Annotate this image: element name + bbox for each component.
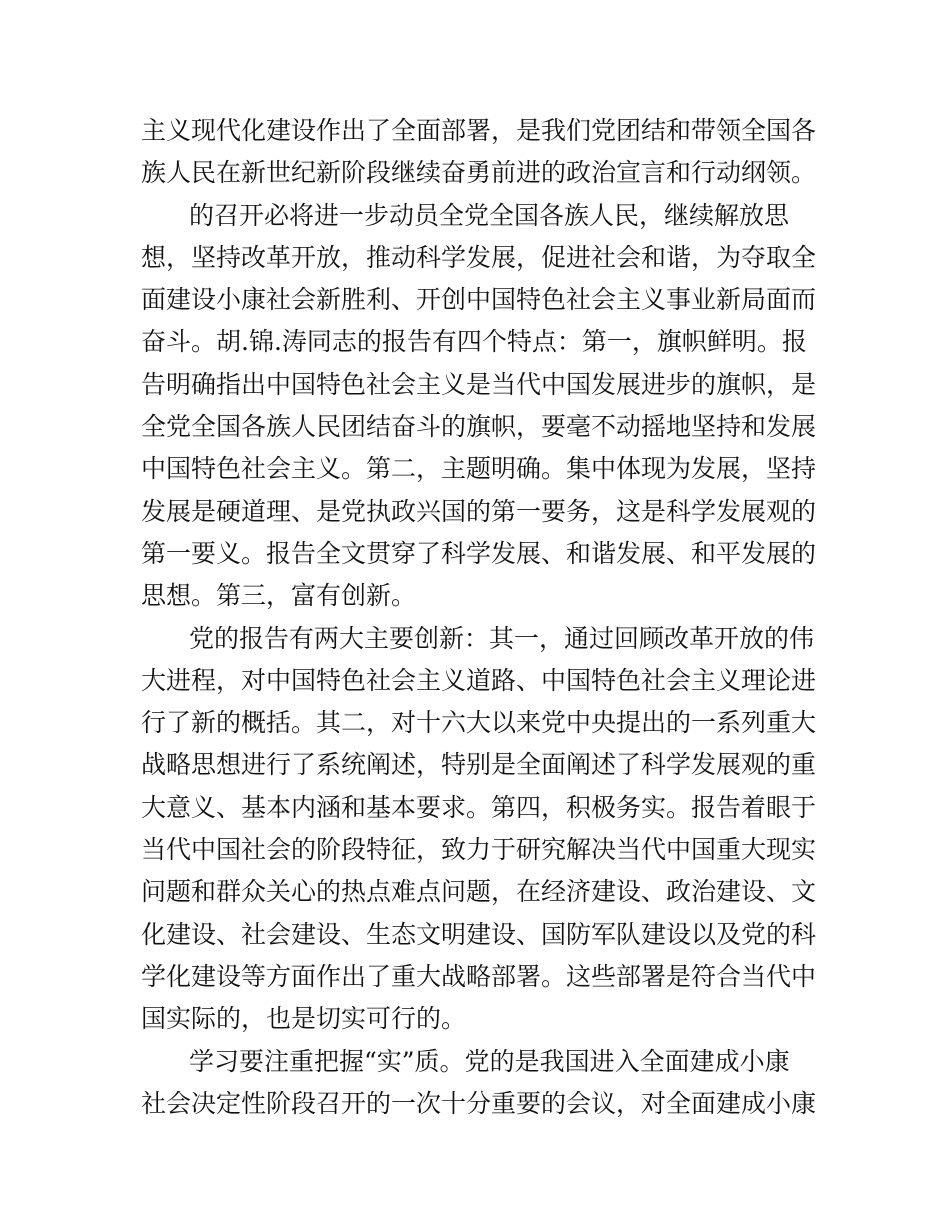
text-line: 学化建设等方面作出了重大战略部署。这些部署是符合当代中 <box>141 961 817 991</box>
text-line: 化建设、社会建设、生态文明建设、国防军队建设以及党的科 <box>141 919 817 949</box>
text-line: 国实际的，也是切实可行的。 <box>141 1004 467 1034</box>
text-line: 发展是硬道理、是党执政兴国的第一要务，这是科学发展观的 <box>141 496 817 526</box>
text-line: 大意义、基本内涵和基本要求。第四，积极务实。报告着眼于 <box>141 792 817 822</box>
text-line: 第一要义。报告全文贯穿了科学发展、和谐发展、和平发展的 <box>141 538 817 568</box>
text-line: 主义现代化建设作出了全面部署，是我们党团结和带领全国各 <box>141 116 817 145</box>
text-line: 告明确指出中国特色社会主义是当代中国发展进步的旗帜，是 <box>141 369 817 399</box>
text-line: 社会决定性阶段召开的一次十分重要的会议，对全面建成小康 <box>141 1088 817 1118</box>
text-line: 想，坚持改革开放，推动科学发展，促进社会和谐，为夺取全 <box>141 242 817 272</box>
text-line: 行了新的概括。其二，对十六大以来党中央提出的一系列重大 <box>141 708 817 738</box>
text-line: 思想。第三，富有创新。 <box>141 581 417 611</box>
text-line: 奋斗。胡.锦.涛同志的报告有四个特点：第一，旗帜鲜明。报 <box>141 327 807 357</box>
text-line: 战略思想进行了系统阐述，特别是全面阐述了科学发展观的重 <box>141 750 817 780</box>
paragraph-first-line: 的召开必将进一步动员全党全国各族人民，继续解放思 <box>189 200 790 230</box>
paragraph-first-line: 学习要注重把握“实”质。党的是我国进入全面建成小康 <box>189 1046 790 1076</box>
text-line: 全党全国各族人民团结奋斗的旗帜，要毫不动摇地坚持和发展 <box>141 412 817 442</box>
text-line: 面建设小康社会新胜利、开创中国特色社会主义事业新局面而 <box>141 285 817 315</box>
paragraph-first-line: 党的报告有两大主要创新：其一，通过回顾改革开放的伟 <box>189 623 815 653</box>
text-line: 族人民在新世纪新阶段继续奋勇前进的政治宣言和行动纲领。 <box>141 158 817 188</box>
text-line: 当代中国社会的阶段特征，致力于研究解决当代中国重大现实 <box>141 835 817 865</box>
document-body <box>141 110 821 1125</box>
text-line: 大进程，对中国特色社会主义道路、中国特色社会主义理论进 <box>141 665 817 695</box>
text-line: 问题和群众关心的热点难点问题，在经济建设、政治建设、文 <box>141 877 817 907</box>
text-line: 中国特色社会主义。第二，主题明确。集中体现为发展，坚持 <box>141 454 817 484</box>
